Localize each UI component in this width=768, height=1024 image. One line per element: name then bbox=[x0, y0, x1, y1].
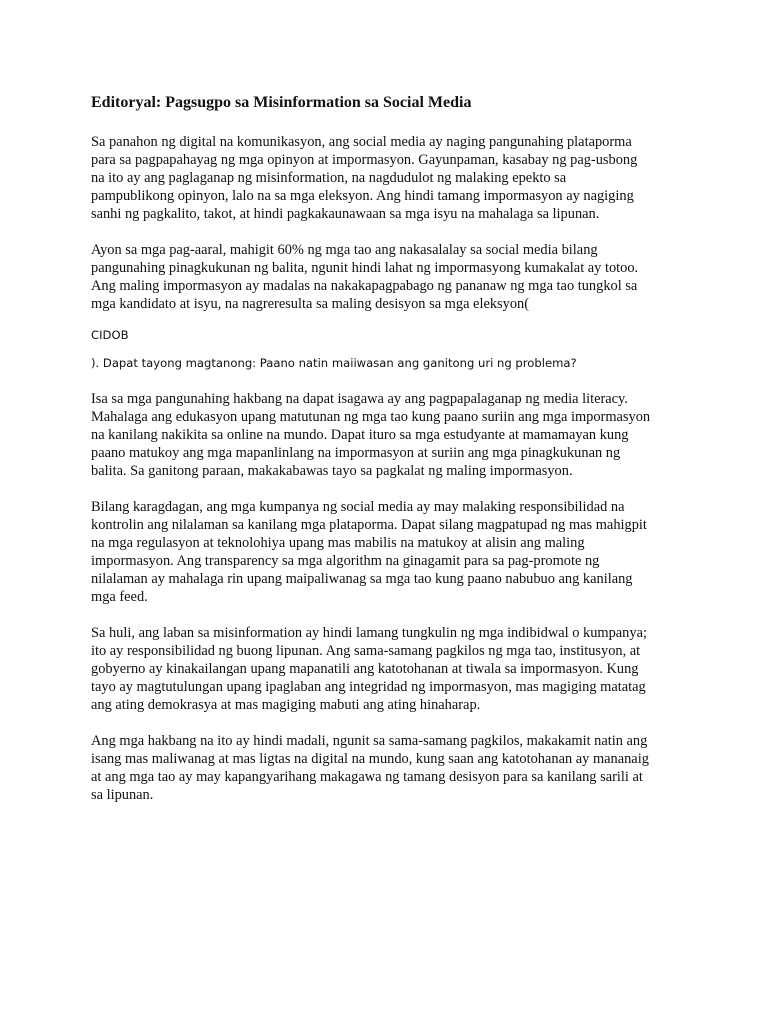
text-line: sa lipunan. bbox=[91, 787, 154, 803]
paragraph-2 bbox=[91, 241, 691, 313]
text-line: ito ay responsibilidad ng buong lipunan. Ang sama-samang pagkilos ng mga tao, institusyon, at bbox=[91, 643, 641, 659]
text-line: tayo ay magtutulungan upang ipaglaban ang integridad ng impormasyon, mas magiging matatag bbox=[91, 679, 646, 695]
text-line: Mahalaga ang edukasyon upang matutunan ng mga tao kung paano suriin ang mga impormasyon bbox=[91, 409, 651, 425]
text-line: para sa pagpapahayag ng mga opinyon at impormasyon. Gayunpaman, kasabay ng pag-usbong bbox=[91, 152, 638, 168]
text-line: paano matukoy ang mga mapanlinlang na impormasyon at suriin ang mga pinagkukunan ng bbox=[91, 445, 621, 461]
question-line: ). Dapat tayong magtanong: Paano natin maiiwasan ang ganitong uri ng problema? bbox=[91, 356, 577, 370]
text-line: Sa huli, ang laban sa misinformation ay hindi lamang tungkulin ng mga indibidwal o kumpanya; bbox=[91, 625, 647, 641]
text-line: mga kandidato at isyu, na nagreresulta sa maling desisyon sa mga eleksyon( bbox=[91, 296, 530, 312]
paragraph-4 bbox=[91, 498, 691, 606]
text-line: kontrolin ang nilalaman sa kanilang mga plataporma. Dapat silang magpatupad ng mas mahigpit bbox=[91, 517, 647, 533]
text-line: Bilang karagdagan, ang mga kumpanya ng social media ay may malaking responsibilidad na bbox=[91, 499, 625, 515]
text-line: ang ating demokrasya at mas magiging mabuti ang ating hinaharap. bbox=[91, 697, 481, 713]
text-line: nilalaman ay mahalaga rin upang maipaliwanag sa mga tao kung paano nabubuo ang kanilang bbox=[91, 571, 633, 587]
source-tag: CIDOB bbox=[91, 328, 129, 342]
editorial-title: Editoryal: Pagsugpo sa Misinformation sa Social Media bbox=[91, 94, 472, 111]
text-line: pangunahing pinagkukunan ng balita, ngunit hindi lahat ng impormasyong kumakalat ay totoo. bbox=[91, 260, 639, 276]
text-line: pampublikong opinyon, lalo na sa mga eleksyon. Ang hindi tamang impormasyon ay nagiging bbox=[91, 188, 634, 204]
text-line: na mga regulasyon at teknolohiya upang mas mabilis na matukoy at alisin ang maling bbox=[91, 535, 585, 551]
paragraph-3 bbox=[91, 390, 691, 480]
paragraph-6 bbox=[91, 732, 691, 804]
text-line: Ang mga hakbang na ito ay hindi madali, ngunit sa sama-samang pagkilos, makakamit natin ang bbox=[91, 733, 648, 749]
text-line: at ang mga tao ay may kapangyarihang makagawa ng tamang desisyon para sa kanilang sarili at bbox=[91, 769, 643, 785]
text-line: Ang maling impormasyon ay madalas na nakakapagpabago ng pananaw ng mga tao tungkol sa bbox=[91, 278, 638, 294]
paragraph-5 bbox=[91, 624, 691, 714]
text-line: Ayon sa mga pag-aaral, mahigit 60% ng mga tao ang nakasalalay sa social media bilang bbox=[91, 242, 598, 258]
text-line: gobyerno ay kinakailangan upang mapanatili ang katotohanan at tiwala sa impormasyon. Kung bbox=[91, 661, 639, 677]
text-line: na kanilang nakikita sa online na mundo. Dapat ituro sa mga estudyante at mamamayan kung bbox=[91, 427, 629, 443]
text-line: na ito ay ang paglaganap ng misinformation, na nagdudulot ng malaking epekto sa bbox=[91, 170, 567, 186]
document-page bbox=[91, 90, 691, 822]
text-line: balita. Sa ganitong paraan, makakabawas tayo sa pagkalat ng maling impormasyon. bbox=[91, 463, 573, 479]
text-line: impormasyon. Ang transparency sa mga algorithm na ginagamit para sa pag-promote ng bbox=[91, 553, 600, 569]
paragraph-1 bbox=[91, 133, 691, 223]
text-line: mga feed. bbox=[91, 589, 148, 605]
text-line: sanhi ng pagkalito, takot, at hindi pagkakaunawaan sa mga isyu na mahalaga sa lipunan. bbox=[91, 206, 600, 222]
text-line: Sa panahon ng digital na komunikasyon, ang social media ay naging pangunahing plataporma bbox=[91, 134, 632, 150]
text-line: isang mas maliwanag at mas ligtas na digital na mundo, kung saan ang katotohanan ay mananaig bbox=[91, 751, 649, 767]
text-line: Isa sa mga pangunahing hakbang na dapat isagawa ay ang pagpapalaganap ng media literacy. bbox=[91, 391, 628, 407]
